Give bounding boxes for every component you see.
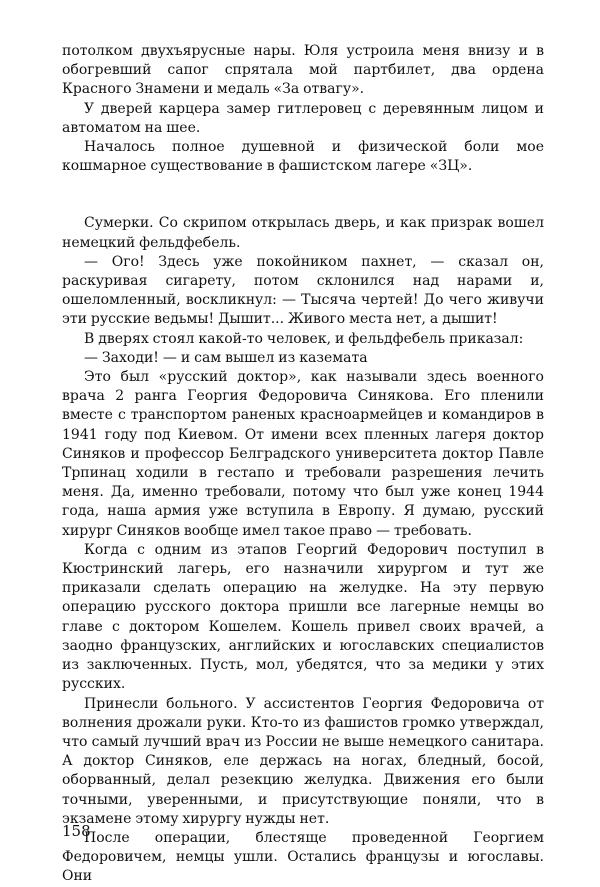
paragraph: потолком двухъярусные нары. Юля устроила меня внизу и в обогревший сапог спрятала мой партбилет, два ордена Красного Знамени и медаль «За отвагу». xyxy=(62,43,544,98)
paragraph: Это был «русский доктор», как называли здесь военного врача 2 ранга Георгия Федоровича Синякова. Его пленили вместе с транспортом раненых красноармейцев и командиров в 1941 году под Киевом. От имени всех пленных лагеря доктор Синяков и профессор Белградского университета доктор Павле Трпинац ходили в гестапо и требовали разрешения лечить меня. Да, именно требовали, потому что был уже конец 1944 года, наша армия уже вступила в Европу. Я думаю, русский хирург Синяков вообще имел такое право — требовать. xyxy=(62,369,544,539)
section-break xyxy=(62,176,544,214)
paragraph: После операции, блестяще проведенной Георгием Федоровичем, немцы ушли. Остались французы и югославы. Они xyxy=(62,829,544,885)
paragraph: Сумерки. Со скрипом открылась дверь, и как призрак вошел немецкий фельдфебель. xyxy=(62,215,544,251)
page-number: 158 xyxy=(62,822,91,840)
paragraph: — Заходи! — и сам вышел из каземата xyxy=(84,349,368,366)
page-text xyxy=(62,42,544,887)
paragraph: — Ого! Здесь уже покойником пахнет, — сказал он, раскуривая сигарету, потом склонился над нарами и, ошеломленный, воскликнул: — Тысяча чертей! До чего живучи эти русские ведьмы! Дышит... Живого места нет, а дышит! xyxy=(62,253,544,328)
section-2 xyxy=(62,214,544,886)
paragraph: В дверях стоял какой-то человек, и фельдфебель приказал: xyxy=(84,330,524,347)
paragraph: Когда с одним из этапов Георгий Федорович поступил в Кюстринский лагерь, его назначили хирургом и тут же приказали сделать операцию на желудке. На эту первую операцию русского доктора пришли все лагерные немцы во главе с доктором Кошелем. Кошель привел своих врачей, а заодно французских, английских и югославских специалистов из заключенных. Пусть, мол, убедятся, что за медики у этих русских. xyxy=(62,541,544,693)
paragraph: У дверей карцера замер гитлеровец с деревянным лицом и автоматом на шее. xyxy=(62,100,544,136)
paragraph: Началось полное душевной и физической боли мое кошмарное существование в фашистском лагере «ЗЦ». xyxy=(62,139,544,175)
paragraph: Принесли больного. У ассистентов Георгия Федоровича от волнения дрожали руки. Кто-то из фашистов громко утверждал, что самый лучший врач из России не выше немецкого санитара. А доктор Синяков, еле держась на ногах, бледный, босой, оборванный, делал резекцию желудка. Движения его были точными, уверенными, и присутствующие поняли, что в экзамене этому хирургу нужды нет. xyxy=(62,695,544,827)
section-1 xyxy=(62,42,544,176)
